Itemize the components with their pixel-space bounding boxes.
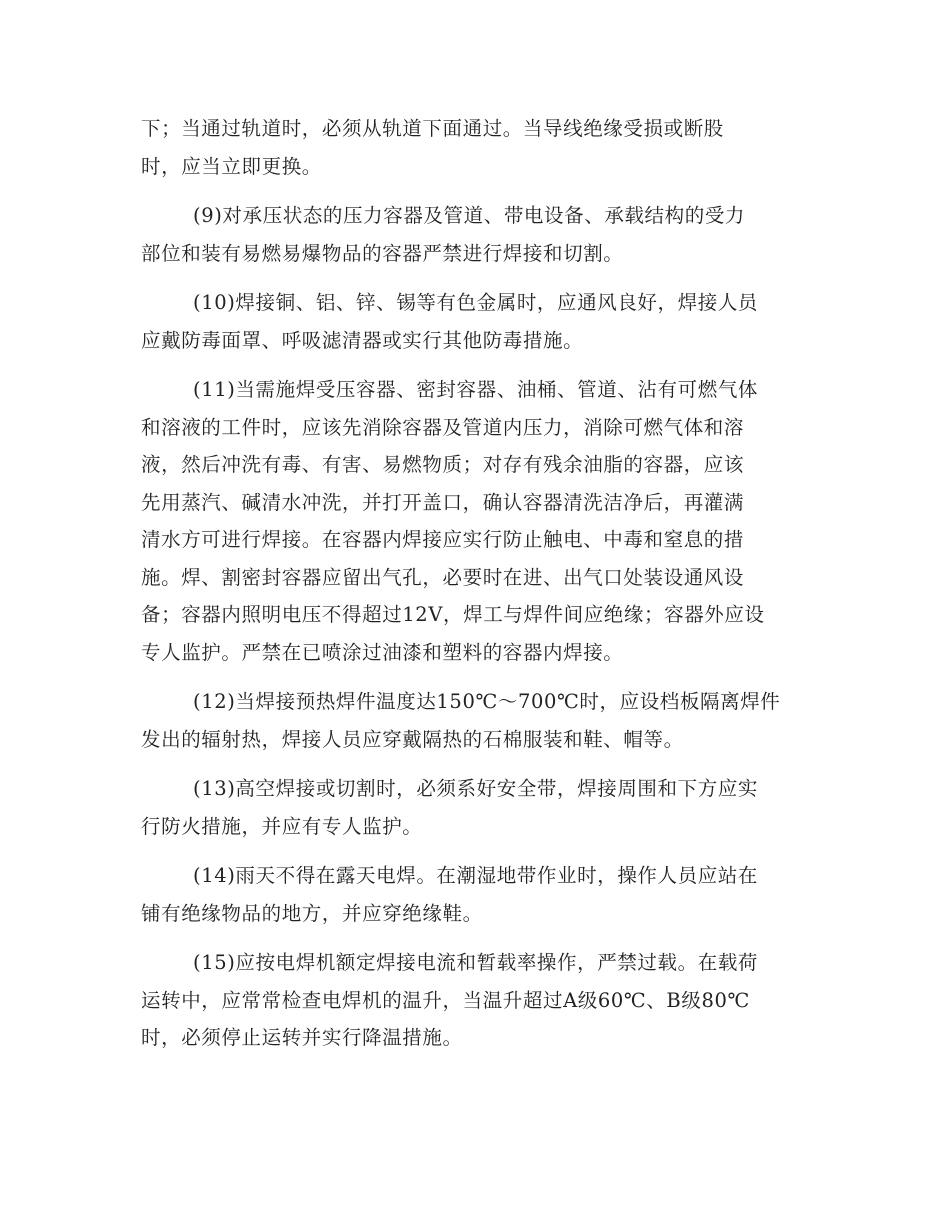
paragraph-line: 清水方可进行焊接。在容器内焊接应实行防止触电、中毒和窒息的措 xyxy=(141,528,745,551)
paragraph-item-13 xyxy=(141,770,809,845)
paragraph-line: 下；当通过轨道时，必须从轨道下面通过。当导线绝缘受损或断股 xyxy=(141,117,724,140)
paragraph-line: (13)高空焊接或切割时，必须系好安全带，焊接周围和下方应实 xyxy=(193,777,759,800)
paragraph-line: 时，应当立即更换。 xyxy=(141,154,322,178)
paragraph-item-10 xyxy=(141,284,809,359)
paragraph-line: 运转中，应常常检查电焊机的温升，当温升超过A级60℃、B级80℃ xyxy=(141,988,750,1012)
paragraph-line: 应戴防毒面罩、呼吸滤清器或实行其他防毒措施。 xyxy=(141,328,584,352)
paragraph-item-8-continued xyxy=(141,110,809,185)
paragraph-line: 时，必须停止运转并实行降温措施。 xyxy=(141,1026,463,1049)
paragraph-line: 铺有绝缘物品的地方，并应穿绝缘鞋。 xyxy=(141,901,483,925)
paragraph-item-9 xyxy=(141,197,809,272)
paragraph-line: 液，然后冲洗有毒、有害、易燃物质；对存有残余油脂的容器，应该 xyxy=(141,453,745,476)
document-body xyxy=(141,110,809,1069)
paragraph-line: 专人监护。严禁在已喷涂过油漆和塑料的容器内焊接。 xyxy=(141,640,624,664)
paragraph-line: (14)雨天不得在露天电焊。在潮湿地带作业时，操作人员应站在 xyxy=(193,864,759,887)
paragraph-line: 和溶液的工件时，应该先消除容器及管道内压力，消除可燃气体和溶 xyxy=(141,415,745,439)
paragraph-line: (12)当焊接预热焊件温度达150℃～700℃时，应设档板隔离焊件 xyxy=(193,690,781,713)
paragraph-line: 施。焊、割密封容器应留出气孔，必要时在进、出气口处装设通风设 xyxy=(141,565,745,589)
paragraph-line: 行防火措施，并应有专人监护。 xyxy=(141,814,423,838)
paragraph-line: 部位和装有易燃易爆物品的容器严禁进行焊接和切割。 xyxy=(141,241,624,265)
paragraph-line: (15)应按电焊机额定焊接电流和暂载率操作，严禁过载。在载荷 xyxy=(193,951,759,974)
paragraph-line: (11)当需施焊受压容器、密封容器、油桶、管道、沾有可燃气体 xyxy=(193,378,759,401)
paragraph-item-15 xyxy=(141,944,809,1057)
paragraph-line: 先用蒸汽、碱清水冲洗，并打开盖口，确认容器清洗洁净后，再灌满 xyxy=(141,490,745,514)
paragraph-item-11 xyxy=(141,371,809,671)
paragraph-line: 备；容器内照明电压不得超过12V，焊工与焊件间应绝缘；容器外应设 xyxy=(141,603,765,626)
paragraph-item-12 xyxy=(141,683,809,758)
paragraph-item-14 xyxy=(141,857,809,932)
paragraph-line: 发出的辐射热，焊接人员应穿戴隔热的石棉服装和鞋、帽等。 xyxy=(141,727,684,751)
paragraph-line: (10)焊接铜、铝、锌、锡等有色金属时，应通风良好，焊接人员 xyxy=(193,291,759,314)
paragraph-line: (9)对承压状态的压力容器及管道、带电设备、承载结构的受力 xyxy=(193,204,746,227)
